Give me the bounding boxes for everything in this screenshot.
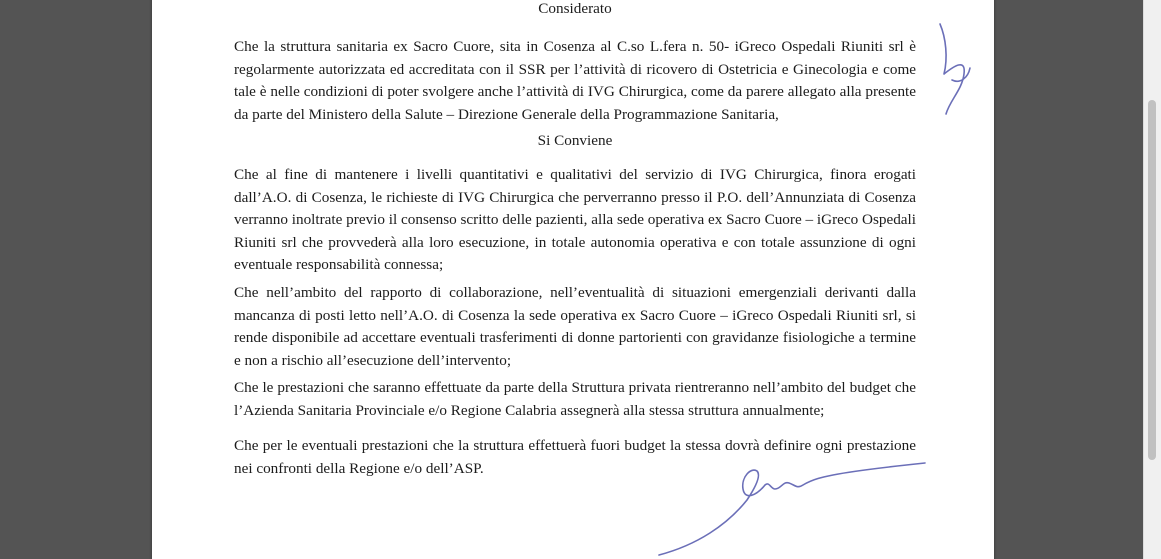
margin-initials-signature xyxy=(932,18,982,128)
document-page xyxy=(152,0,994,559)
heading-considerato: Considerato xyxy=(538,0,612,17)
paragraph-struttura-sanitaria: Che la struttura sanitaria ex Sacro Cuore, sita in Cosenza al C.so L.fera n. 50- iGreco Ospedali Riuniti srl è regolarmente autorizzata ed accreditata con il SSR per l’attività di ricovero di Ostetricia e Ginecologia e come tale è nelle condizioni di poter svolgere anche l’attività di IVG Chirurgica, come da parere allegato alla presente da parte del Ministero della Salute – Direzione Generale della Programmazione Sanitaria, xyxy=(234,38,916,123)
paragraph-ivg-chirurgica: Che al fine di mantenere i livelli quantitativi e qualitativi del servizio di IVG Chirurgica, finora erogati dall’A.O. di Cosenza, le richieste di IVG Chirurgica che perverranno presso il P.O. dell’Annunziata di Cosenza verranno inoltrate previo il consenso scritto delle pazienti, alla sede operativa ex Sacro Cuore – iGreco Ospedali Riuniti srl che provvederà alla loro esecuzione, in totale autonomia operativa e con totale assunzione di ogni eventuale responsabilità connessa; xyxy=(234,166,916,273)
paragraph-fuori-budget: Che per le eventuali prestazioni che la struttura effettuerà fuori budget la stessa dovrà definire ogni prestazione nei confronti della Regione e/o dell’ASP. xyxy=(234,437,916,477)
heading-si-conviene: Si Conviene xyxy=(537,132,613,149)
paragraph-collaborazione: Che nell’ambito del rapporto di collaborazione, nell’eventualità di situazioni emergenziali derivanti dalla mancanza di posti letto nell’A.O. di Cosenza la sede operativa ex Sacro Cuore – iGreco Ospedali Riuniti srl, si rende disponibile ad accettare eventuali trasferimenti di donne partorienti con gravidanze fisiologiche a termine e non a rischio all’esecuzione dell’intervento; xyxy=(234,284,916,369)
scrollbar-thumb[interactable] xyxy=(1148,100,1156,460)
paragraph-prestazioni-budget: Che le prestazioni che saranno effettuate da parte della Struttura privata rientreranno nell’ambito del budget che l’Azienda Sanitaria Provinciale e/o Regione Calabria assegnerà alla stessa struttura annualmente; xyxy=(234,379,916,419)
vertical-scrollbar[interactable] xyxy=(1143,0,1161,559)
